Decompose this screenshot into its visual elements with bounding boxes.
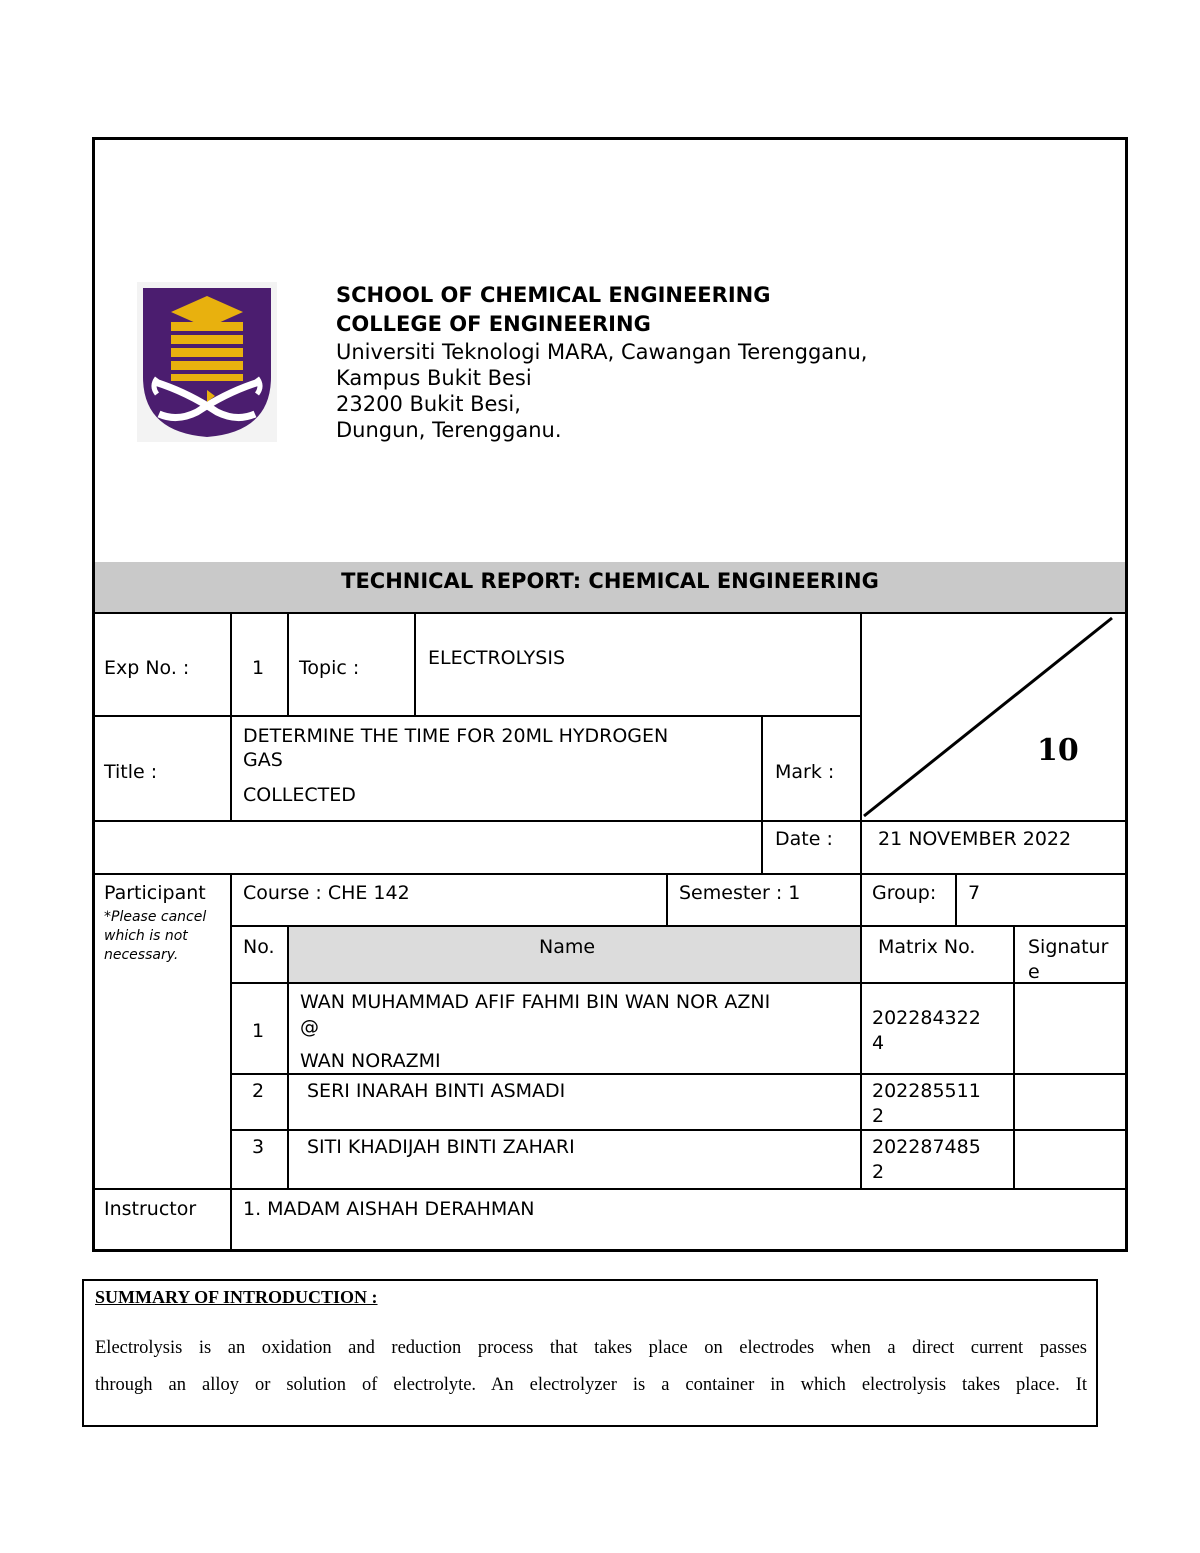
summary-line1: Electrolysis is an oxidation and reduction process that takes place on electrodes when a direct current passes [95,1338,1087,1358]
row1-name-line2: @ [300,1016,319,1038]
row1-matrix-line2: 4 [872,1032,885,1054]
participant-note-line2: which is not [104,928,188,944]
row1-name-line3: WAN NORAZMI [300,1050,441,1072]
university-line: Universiti Teknologi MARA, Cawangan Terengganu, [336,340,868,364]
date-label: Date : [775,828,833,850]
row3-no: 3 [252,1136,265,1158]
postcode-line: 23200 Bukit Besi, [336,392,521,416]
instructor-label: Instructor [104,1198,197,1220]
college-name: COLLEGE OF ENGINEERING [336,312,651,336]
instructor-value: 1. MADAM AISHAH DERAHMAN [243,1198,535,1220]
uitm-crest-icon [137,282,277,442]
row2-no: 2 [252,1080,265,1102]
row2-matrix-line2: 2 [872,1105,885,1127]
group-label: Group: [872,882,937,904]
title-value-line1: DETERMINE THE TIME FOR 20ML HYDROGEN [243,725,669,747]
row2-matrix-line1: 202285511 [872,1080,981,1102]
grid-line [231,1073,1125,1075]
col-header-name: Name [539,936,596,958]
campus-line: Kampus Bukit Besi [336,366,532,390]
participant-label: Participant [104,882,206,904]
mark-diagonal [862,616,1124,820]
col-header-matrix: Matrix No. [878,936,976,958]
grid-line [666,874,668,926]
col-header-signature-line2: e [1028,961,1040,983]
row2-name: SERI INARAH BINTI ASMADI [307,1080,566,1102]
summary-title: SUMMARY OF INTRODUCTION : [95,1287,378,1307]
group-value: 7 [968,882,981,904]
grid-line [287,614,289,716]
col-header-no: No. [243,936,275,958]
district-line: Dungun, Terengganu. [336,418,562,442]
row1-name-line1: WAN MUHAMMAD AFIF FAHMI BIN WAN NOR AZNI [300,991,771,1013]
title-label: Title : [104,761,158,783]
title-value-line3: COLLECTED [243,784,356,806]
date-value: 21 NOVEMBER 2022 [878,828,1072,850]
school-name: SCHOOL OF CHEMICAL ENGINEERING [336,283,771,307]
grid-line [230,614,232,821]
summary-line2: through an alloy or solution of electrolyte. An electrolyzer is a container in which electrolysis takes place. It [95,1375,1087,1395]
participant-note-line1: *Please cancel [104,909,207,925]
grid-line [230,874,232,1250]
mark-label: Mark : [775,761,835,783]
course-field: Course : CHE 142 [243,882,410,904]
row3-matrix-line1: 202287485 [872,1136,981,1158]
grid-line [414,614,416,716]
grid-line [95,1188,1125,1190]
participant-note-line3: necessary. [104,947,179,963]
report-banner: TECHNICAL REPORT: CHEMICAL ENGINEERING [95,562,1125,614]
exp-no-label: Exp No. : [104,657,190,679]
title-value-line2: GAS [243,749,283,771]
mark-total: 10 [1037,733,1079,768]
grid-line [95,873,1125,875]
topic-label: Topic : [299,657,360,679]
grid-line [231,982,1125,984]
row3-matrix-line2: 2 [872,1161,885,1183]
col-header-signature-line1: Signatur [1028,936,1109,958]
exp-no-value: 1 [252,657,265,679]
semester-field: Semester : 1 [679,882,801,904]
school-address [336,281,867,443]
grid-line [955,874,957,926]
grid-line [95,820,1125,822]
grid-line [761,716,763,874]
grid-line [1013,926,1015,1189]
row1-matrix-line1: 202284322 [872,1007,981,1029]
grid-line [231,1129,1125,1131]
grid-line [95,715,862,717]
summary-text [95,1330,1087,1404]
row1-no: 1 [252,1020,265,1042]
row3-name: SITI KHADIJAH BINTI ZAHARI [307,1136,575,1158]
topic-value: ELECTROLYSIS [428,647,566,669]
